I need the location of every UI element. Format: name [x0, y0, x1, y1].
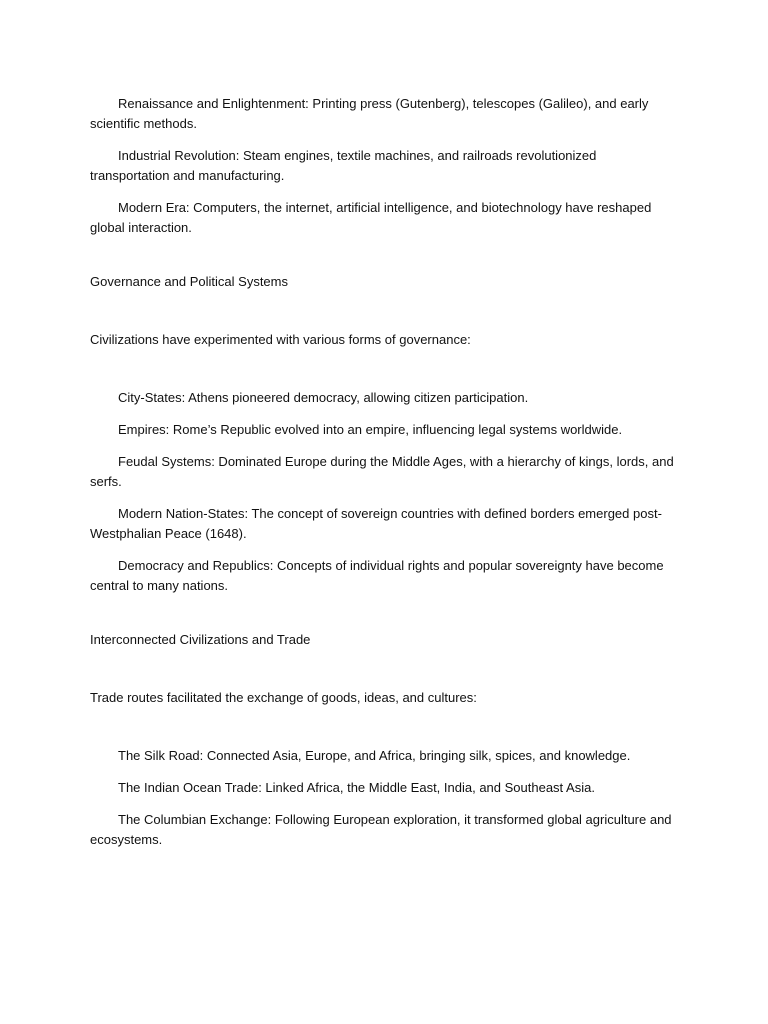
- spacer: [90, 650, 678, 688]
- paragraph-empires: Empires: Rome’s Republic evolved into an empire, influencing legal systems worldwide.: [118, 422, 623, 437]
- governance-intro: Civilizations have experimented with various forms of governance:: [90, 332, 471, 347]
- spacer: [90, 250, 678, 272]
- paragraph-indian-ocean-trade: The Indian Ocean Trade: Linked Africa, the Middle East, India, and Southeast Asia.: [118, 780, 595, 795]
- paragraph-silk-road: The Silk Road: Connected Asia, Europe, and Africa, bringing silk, spices, and knowledge.: [118, 748, 631, 763]
- paragraph-democracy: Democracy and Republics: Concepts of individual rights and popular sovereignty have become central to many nations.: [90, 558, 664, 593]
- spacer: [90, 708, 678, 746]
- section-heading-trade: Interconnected Civilizations and Trade: [90, 632, 311, 647]
- paragraph-city-states: City-States: Athens pioneered democracy, allowing citizen participation.: [118, 390, 529, 405]
- paragraph-nation-states: Modern Nation-States: The concept of sovereign countries with defined borders emerged post-Westphalian Peace (1648).: [90, 506, 662, 541]
- paragraph-columbian-exchange: The Columbian Exchange: Following European exploration, it transformed global agriculture and ecosystems.: [90, 812, 672, 847]
- spacer: [90, 608, 678, 630]
- paragraph-modern-era: Modern Era: Computers, the internet, artificial intelligence, and biotechnology have reshaped global interaction.: [90, 200, 652, 235]
- paragraph-renaissance: Renaissance and Enlightenment: Printing press (Gutenberg), telescopes (Galileo), and early scientific methods.: [90, 96, 649, 131]
- trade-intro: Trade routes facilitated the exchange of goods, ideas, and cultures:: [90, 690, 477, 705]
- section-heading-governance: Governance and Political Systems: [90, 274, 288, 289]
- paragraph-industrial-revolution: Industrial Revolution: Steam engines, textile machines, and railroads revolutionized transportation and manufacturing.: [90, 148, 597, 183]
- spacer: [90, 292, 678, 330]
- paragraph-feudal-systems: Feudal Systems: Dominated Europe during the Middle Ages, with a hierarchy of kings, lords, and serfs.: [90, 454, 674, 489]
- spacer: [90, 350, 678, 388]
